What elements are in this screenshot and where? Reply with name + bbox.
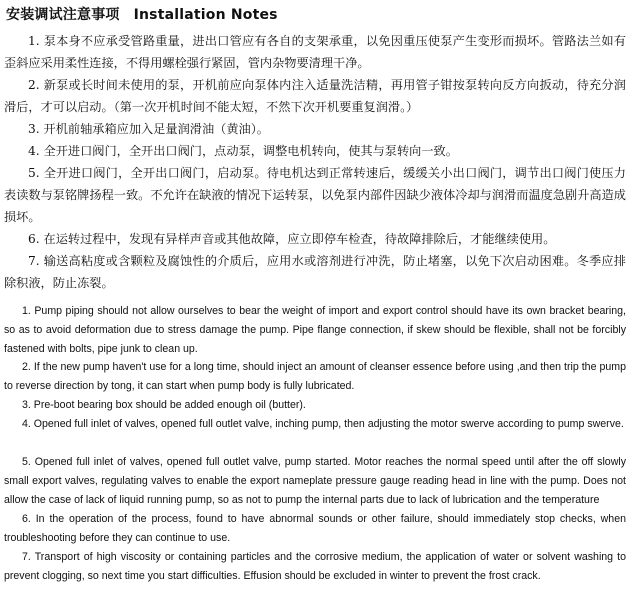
cn-note-1: 1. 泵本身不应承受管路重量，进出口管应有各自的支架承重，以免因重压使泵产生变形而损坏。管路法兰如有歪斜应采用柔性连接，不得用螺栓强行紧固，管内杂物要清理干净。 [4,34,626,70]
cn-note-3: 3. 开机前轴承箱应加入足量润滑油（黄油）。 [28,122,269,136]
title-english: Installation Notes [133,7,278,23]
cn-note-6: 6. 在运转过程中，发现有异样声音或其他故障，应立即停车检查，待故障排除后，才能继续使用。 [28,232,556,246]
title-chinese: 安装调试注意事项 [6,7,120,23]
en-note-5: 5. Opened full inlet of valves, opened full outlet valve, pump started. Motor reaches the normal speed until after the off slowly small export valves, regulating valves to enable the export nameplate pressure gauge reading head in line with the pump. Does not allow the case of lack of liquid running pump, so as not to pump the internal parts due to lack of lubrication and the temperature [4,456,626,506]
en-note-2: 2. If the new pump haven't use for a long time, should inject an amount of cleanser essence before using ,and then trip the pump to reverse direction by tong, it can start when pump body is fully lubricated. [4,361,626,392]
en-note-3: 3. Pre-boot bearing box should be added enough oil (butter). [22,399,306,411]
en-note-1: 1. Pump piping should not allow ourselves to bear the weight of import and export control should have its own bracket bearing, so as to avoid deformation due to stress damage the pump. Pipe flange connection, if skew should be flexible, shall not be forcibly fastened with bolts, pipe junk to clean up. [4,305,626,355]
en-note-4: 4. Opened full inlet of valves, opened full outlet valve, inching pump, then adjusting the motor swerve according to pump swerve. [22,418,624,430]
cn-note-7: 7. 输送高粘度或含颗粒及腐蚀性的介质后，应用水或溶剂进行冲洗，防止堵塞，以免下次启动困难。冬季应排除积液，防止冻裂。 [4,254,626,290]
page-title [6,4,278,24]
cn-note-2: 2. 新泵或长时间未使用的泵，开机前应向泵体内注入适量洗洁精，再用管子钳按泵转向反方向扳动，待充分润滑后，才可以启动。（第一次开机时间不能太短，不然下次开机要重复润滑。） [4,78,626,114]
cn-note-4: 4. 全开进口阀门，全开出口阀门，点动泵，调整电机转向，使其与泵转向一致。 [28,144,458,158]
en-note-7: 7. Transport of high viscosity or containing particles and the corrosive medium, the application of water or solvent washing to prevent clogging, so next time you start difficulties. Effusion should be excluded in winter to prevent the frost crack. [4,551,626,582]
en-note-6: 6. In the operation of the process, found to have abnormal sounds or other failure, should immediately stop checks, when troubleshooting before they can continue to use. [4,513,626,544]
cn-note-5: 5. 全开进口阀门，全开出口阀门，启动泵。待电机达到正常转速后，缓缓关小出口阀门，调节出口阀门使压力表读数与泵铭牌扬程一致。不允许在缺液的情况下运转泵，以免泵内部件因缺少液体冷却与润滑而温度急剧升高造成损坏。 [4,166,626,224]
